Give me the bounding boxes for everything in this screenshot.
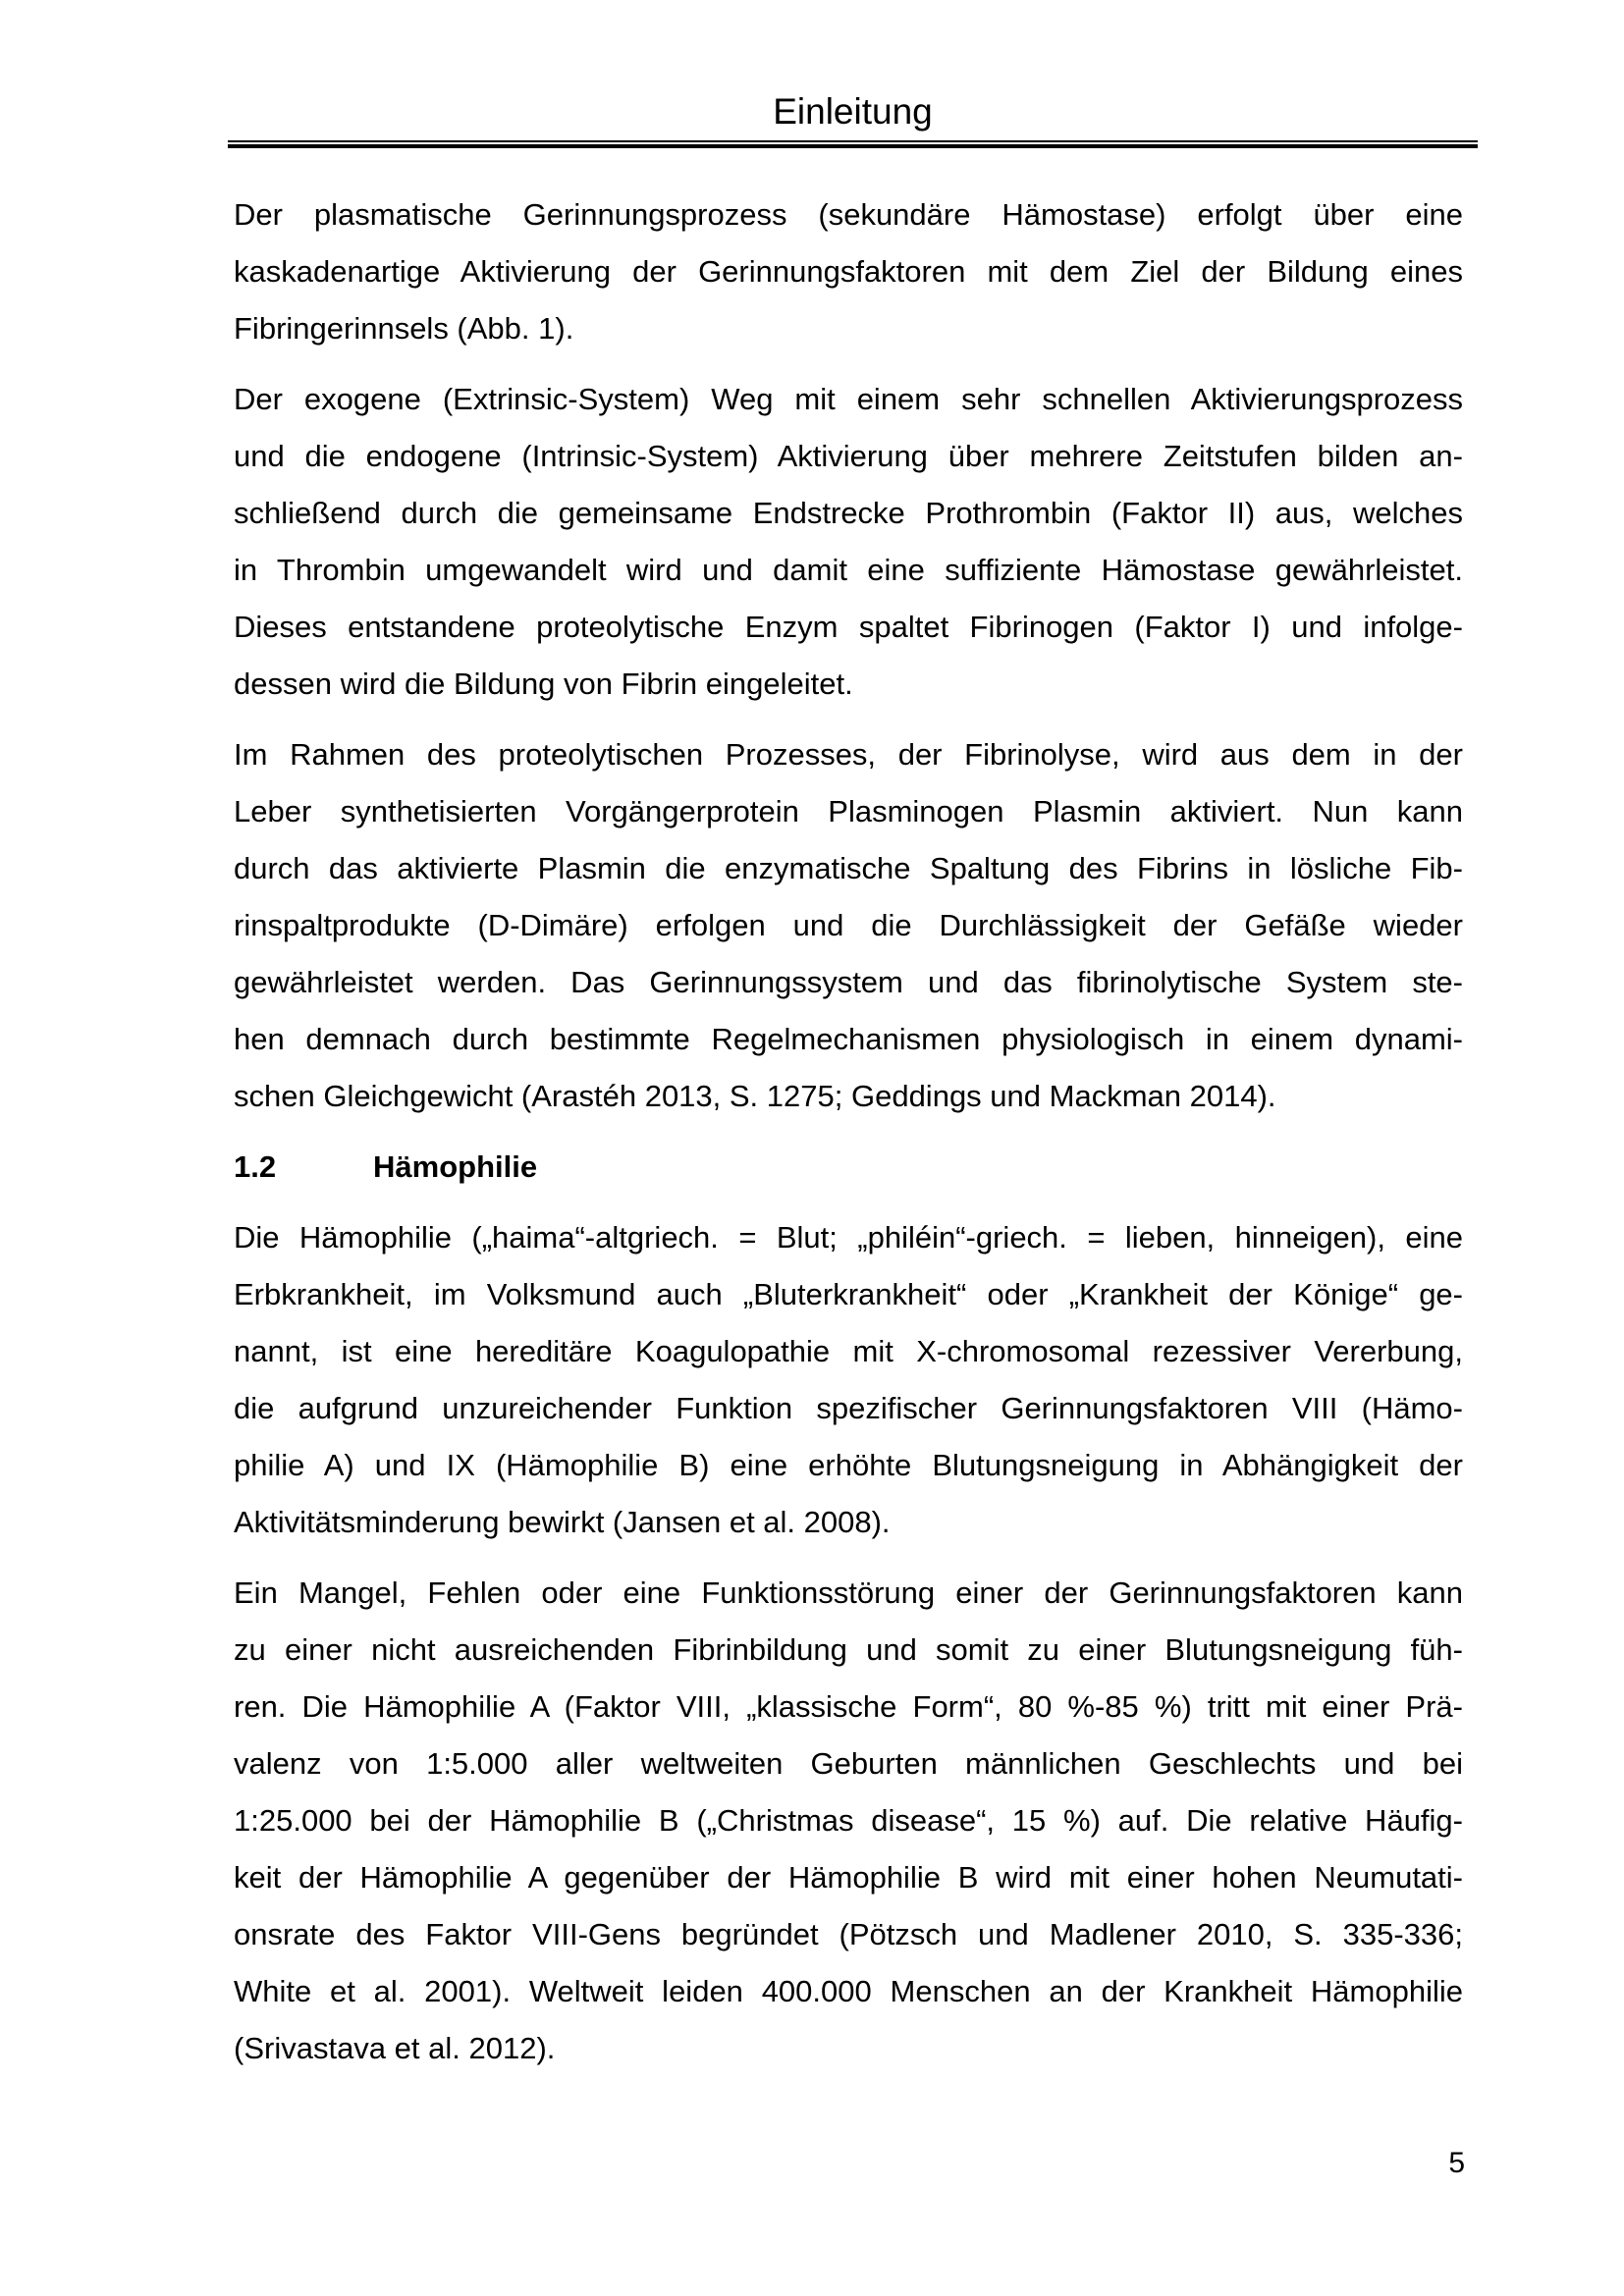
section-paragraph-2 (234, 1565, 1463, 2077)
section-heading (234, 1139, 1463, 1196)
text-line: Erbkrankheit, im Volksmund auch „Bluterkrankheit“ oder „Krankheit der Könige“ ge- (234, 1277, 1463, 1311)
header-rule-thin (228, 140, 1478, 142)
text-line: Die Hämophilie („haima“-altgriech. = Blut; „philéin“-griech. = lieben, hinneigen), eine (234, 1220, 1463, 1255)
running-header-title: Einleitung (773, 91, 933, 132)
text-line: hen demnach durch bestimmte Regelmechanismen physiologisch in einem dynami- (234, 1022, 1463, 1056)
text-line: Im Rahmen des proteolytischen Prozesses, der Fibrinolyse, wird aus dem in der (234, 737, 1463, 772)
text-line: kaskadenartige Aktivierung der Gerinnungsfaktoren mit dem Ziel der Bildung eines (234, 254, 1463, 289)
section-paragraph-1 (234, 1209, 1463, 1551)
section-title: Hämophilie (373, 1149, 538, 1184)
text-line: Ein Mangel, Fehlen oder eine Funktionsstörung einer der Gerinnungsfaktoren kann (234, 1575, 1463, 1610)
text-line: die aufgrund unzureichender Funktion spezifischer Gerinnungsfaktoren VIII (Hämo- (234, 1391, 1463, 1425)
text-line: onsrate des Faktor VIII-Gens begründet (Pötzsch und Madlener 2010, S. 335-336; (234, 1917, 1463, 1951)
text-line: philie A) und IX (Hämophilie B) eine erhöhte Blutungsneigung in Abhängigkeit der (234, 1448, 1463, 1482)
text-line: und die endogene (Intrinsic-System) Aktivierung über mehrere Zeitstufen bilden an- (234, 439, 1463, 473)
text-line: 1:25.000 bei der Hämophilie B („Christmas disease“, 15 %) auf. Die relative Häufig- (234, 1803, 1463, 1838)
text-line: durch das aktivierte Plasmin die enzymatische Spaltung des Fibrins in lösliche Fib- (234, 851, 1463, 885)
paragraph-2 (234, 371, 1463, 713)
text-line: (Srivastava et al. 2012). (234, 2031, 556, 2065)
paragraph-3 (234, 726, 1463, 1125)
text-line: schließend durch die gemeinsame Endstrecke Prothrombin (Faktor II) aus, welches (234, 496, 1463, 530)
page-number: 5 (1448, 2147, 1465, 2179)
text-line: dessen wird die Bildung von Fibrin eingeleitet. (234, 667, 853, 701)
text-line: Fibringerinnsels (Abb. 1). (234, 311, 574, 346)
text-line: schen Gleichgewicht (Arastéh 2013, S. 1275; Geddings und Mackman 2014). (234, 1079, 1276, 1113)
text-line: Der plasmatische Gerinnungsprozess (sekundäre Hämostase) erfolgt über eine (234, 197, 1463, 232)
text-line: rinspaltprodukte (D-Dimäre) erfolgen und die Durchlässigkeit der Gefäße wieder (234, 908, 1463, 942)
text-line: keit der Hämophilie A gegenüber der Hämophilie B wird mit einer hohen Neumutati- (234, 1860, 1463, 1895)
text-line: White et al. 2001). Weltweit leiden 400.000 Menschen an der Krankheit Hämophilie (234, 1974, 1463, 2008)
text-line: zu einer nicht ausreichenden Fibrinbildung und somit zu einer Blutungsneigung füh- (234, 1632, 1463, 1667)
header-rule-thick (228, 144, 1478, 148)
text-line: valenz von 1:5.000 aller weltweiten Geburten männlichen Geschlechts und bei (234, 1746, 1463, 1781)
text-line: gewährleistet werden. Das Gerinnungssystem und das fibrinolytische System ste- (234, 965, 1463, 999)
text-line: Der exogene (Extrinsic-System) Weg mit einem sehr schnellen Aktivierungsprozess (234, 382, 1463, 416)
text-line: ren. Die Hämophilie A (Faktor VIII, „klassische Form“, 80 %-85 %) tritt mit einer Prä- (234, 1689, 1463, 1724)
text-line: nannt, ist eine hereditäre Koagulopathie mit X-chromosomal rezessiver Vererbung, (234, 1334, 1463, 1368)
text-line: Dieses entstandene proteolytische Enzym spaltet Fibrinogen (Faktor I) und infolge- (234, 610, 1463, 644)
text-line: Leber synthetisierten Vorgängerprotein Plasminogen Plasmin aktiviert. Nun kann (234, 794, 1463, 828)
paragraph-1 (234, 187, 1463, 357)
text-line: Aktivitätsminderung bewirkt (Jansen et al. 2008). (234, 1505, 891, 1539)
body-text (234, 187, 1463, 2091)
section-number: 1.2 (234, 1149, 277, 1184)
text-line: in Thrombin umgewandelt wird und damit eine suffiziente Hämostase gewährleistet. (234, 553, 1463, 587)
